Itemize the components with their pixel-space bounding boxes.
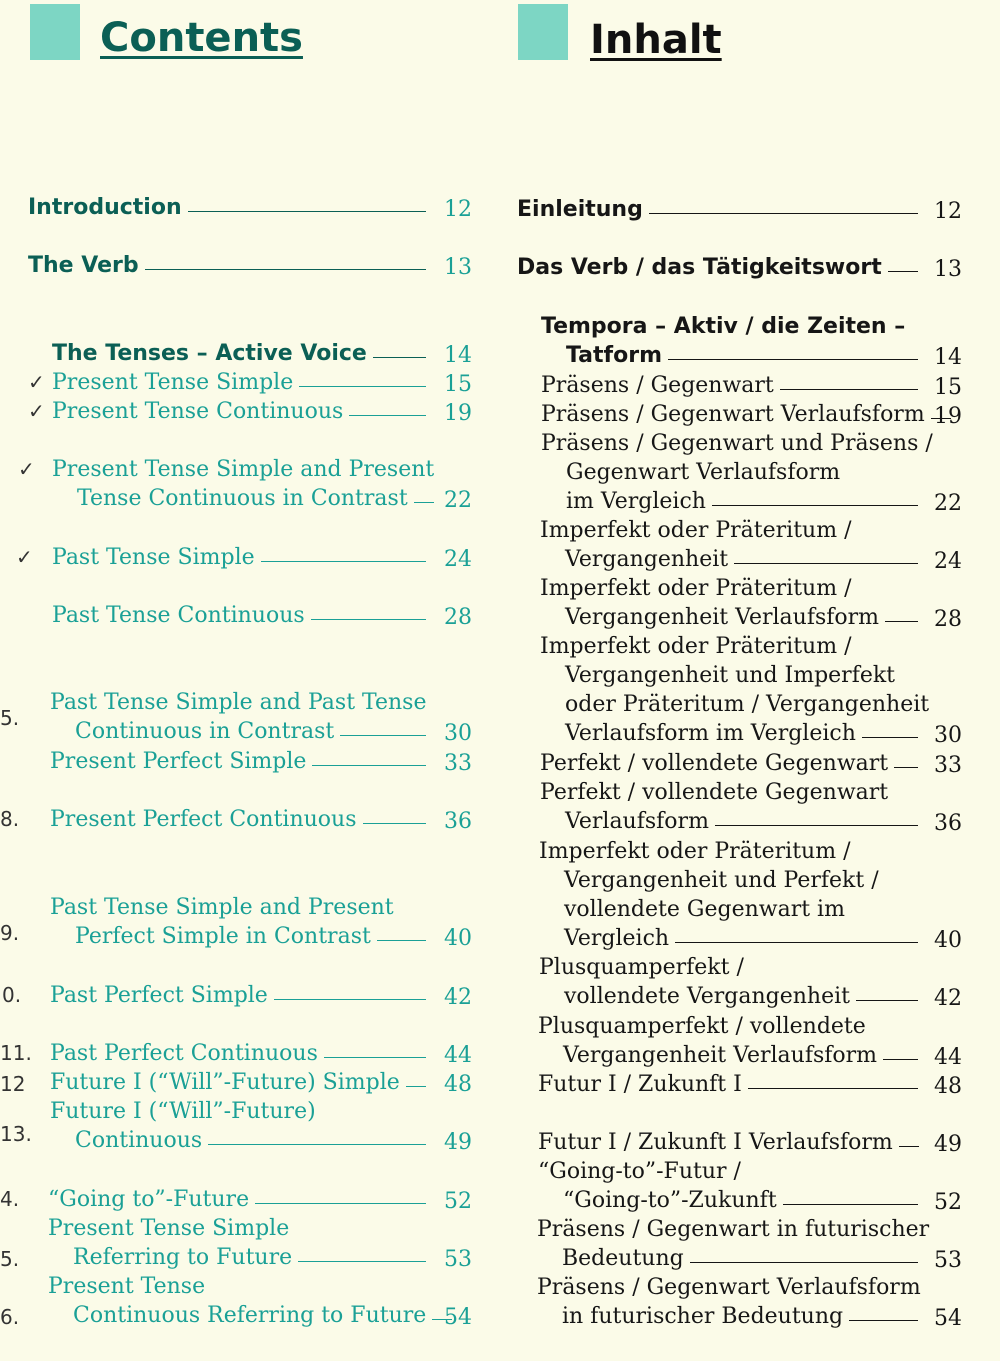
right-entry-title: oder Präteritum / Vergangenheit (565, 692, 930, 717)
margin-mark: ✓ (28, 399, 45, 423)
left-entry-line (48, 1243, 426, 1272)
right-page-number: 53 (934, 1248, 962, 1273)
right-leader-line (783, 1204, 918, 1205)
left-page-number: 13 (444, 255, 472, 280)
left-entry-title: Perfect Simple in Contrast (75, 924, 371, 949)
left-leader-line (145, 269, 426, 270)
right-page-number: 48 (934, 1074, 962, 1099)
left-toc-entry[interactable] (48, 1214, 426, 1272)
right-page-number: 36 (934, 811, 962, 836)
left-heading-square (30, 4, 80, 60)
right-page-number: 22 (934, 491, 962, 516)
right-leader-line (883, 1059, 918, 1060)
left-entry-line (50, 1126, 426, 1155)
left-page-number: 54 (444, 1305, 472, 1330)
left-toc-entry[interactable] (50, 1039, 426, 1068)
right-page-number: 40 (934, 928, 962, 953)
left-entry-title: Tense Continuous in Contrast (77, 486, 408, 511)
left-entry-title: Introduction (28, 195, 182, 220)
left-leader-line (312, 765, 426, 766)
right-entry-line (541, 371, 918, 400)
left-page-number: 28 (444, 605, 472, 630)
right-entry-line (539, 982, 918, 1011)
right-entry-line (538, 1041, 918, 1070)
right-entry-line (538, 1186, 918, 1215)
margin-mark: 12 (0, 1072, 26, 1096)
right-page-number: 24 (934, 549, 962, 574)
left-entry-title: Present Perfect Simple (50, 749, 307, 774)
right-toc-entry[interactable] (538, 1157, 918, 1215)
right-toc-entry[interactable] (540, 632, 930, 748)
left-entry-line (28, 251, 426, 280)
left-entry-title: Past Perfect Simple (50, 983, 268, 1008)
left-leader-line (363, 823, 427, 824)
left-entry-line (48, 1272, 426, 1301)
right-leader-line (715, 825, 918, 826)
right-entry-line (537, 1215, 930, 1244)
right-toc-entry[interactable] (541, 400, 925, 429)
left-leader-line (377, 940, 426, 941)
left-leader-line (340, 735, 426, 736)
left-page-number: 49 (444, 1130, 472, 1155)
left-entry-title: Continuous in Contrast (75, 719, 335, 744)
left-entry-title: Present Tense Simple (48, 1216, 290, 1241)
left-entry-title: Referring to Future (73, 1245, 293, 1270)
right-entry-title: Vergleich (564, 926, 670, 951)
margin-mark: 13. (0, 1122, 32, 1146)
left-entry-title: Continuous (75, 1128, 203, 1153)
right-entry-title: Gegenwart Verlaufsform (566, 460, 841, 485)
right-leader-line (690, 1262, 918, 1263)
left-entry-line (48, 1185, 426, 1214)
left-leader-line (274, 999, 426, 1000)
left-leader-line (311, 619, 426, 620)
right-entry-title: Plusquamperfekt / (539, 955, 744, 980)
left-page-number: 53 (444, 1247, 472, 1272)
left-entry-title: Past Perfect Continuous (50, 1041, 318, 1066)
right-entry-line (539, 866, 918, 895)
right-entry-title: Verlaufsform (565, 809, 709, 834)
left-entry-line (50, 981, 426, 1010)
left-toc-entry[interactable] (52, 368, 426, 397)
right-leader-line (748, 1088, 918, 1089)
right-entry-title: Vergangenheit und Imperfekt (565, 663, 896, 688)
right-entry-line (541, 341, 918, 370)
left-toc-entry[interactable] (52, 543, 426, 572)
right-toc-entry[interactable] (541, 429, 933, 516)
right-page-number: 33 (934, 753, 962, 778)
right-entry-title: Präsens / Gegenwart in futurischer (537, 1217, 930, 1242)
right-toc-entry[interactable] (517, 253, 918, 282)
left-entry-line (52, 455, 435, 484)
right-page-number: 14 (934, 345, 962, 370)
left-page-number: 14 (444, 343, 472, 368)
right-entry-line (541, 400, 925, 429)
left-entry-line (48, 1214, 426, 1243)
right-leader-line (668, 359, 918, 360)
right-entry-line (541, 487, 918, 516)
left-entry-title: Past Tense Simple and Present (50, 895, 394, 920)
right-toc-entry[interactable] (540, 778, 918, 836)
margin-mark: 5. (0, 1247, 20, 1271)
right-heading-square (518, 4, 568, 60)
left-entry-line (52, 484, 426, 513)
margin-mark: 11. (0, 1041, 32, 1065)
right-toc-entry[interactable] (541, 371, 918, 400)
right-leader-line (780, 389, 918, 390)
right-page-number: 49 (934, 1132, 962, 1157)
right-page-number: 44 (934, 1045, 962, 1070)
right-entry-title: im Vergleich (566, 489, 706, 514)
left-entry-line (50, 805, 426, 834)
left-entry-title: Past Tense Simple (52, 545, 255, 570)
left-leader-line (414, 502, 434, 503)
left-toc-entry[interactable] (52, 601, 426, 630)
right-entry-title: Imperfekt oder Präteritum / (540, 576, 852, 601)
margin-mark: 8. (0, 807, 20, 831)
left-toc-entry[interactable] (50, 981, 426, 1010)
left-page-number: 40 (444, 926, 472, 951)
right-entry-title: Vergangenheit Verlaufsform (563, 1043, 878, 1068)
right-entry-line (537, 1273, 921, 1302)
left-page-number: 24 (444, 547, 472, 572)
left-entry-title: Present Perfect Continuous (50, 807, 357, 832)
left-leader-line (208, 1144, 426, 1145)
left-entry-line (50, 1068, 426, 1097)
right-entry-title: Präsens / Gegenwart und Präsens / (541, 431, 933, 456)
right-entry-title: Tempora – Aktiv / die Zeiten – (541, 314, 906, 339)
right-entry-title: Einleitung (517, 197, 643, 222)
right-entry-title: Verlaufsform im Vergleich (565, 721, 856, 746)
left-entry-line (50, 1097, 426, 1126)
right-page-number: 28 (934, 607, 962, 632)
right-entry-line (540, 749, 918, 778)
right-entry-line (539, 924, 918, 953)
right-leader-line (675, 942, 918, 943)
left-leader-line (298, 1261, 426, 1262)
right-toc-entry[interactable] (538, 1012, 918, 1070)
right-entry-title: “Going-to”-Futur / (538, 1159, 741, 1184)
right-toc-entry[interactable] (537, 1273, 921, 1331)
right-toc-entry[interactable] (538, 1128, 918, 1157)
right-entry-title: Vergangenheit (565, 547, 729, 572)
right-entry-title: Futur I / Zukunft I Verlaufsform (538, 1130, 893, 1155)
left-page-title: Contents (100, 15, 303, 61)
right-entry-line (541, 312, 918, 341)
right-toc-entry[interactable] (540, 574, 918, 632)
left-page-number: 22 (444, 488, 472, 513)
right-entry-line (538, 1070, 918, 1099)
left-leader-line (349, 415, 426, 416)
right-toc-entry[interactable] (541, 312, 918, 370)
right-entry-line (540, 690, 930, 719)
right-page-number: 52 (934, 1190, 962, 1215)
left-toc-entry[interactable] (52, 397, 426, 426)
right-entry-title: Präsens / Gegenwart Verlaufsform (541, 402, 925, 427)
right-entry-title: Futur I / Zukunft I (538, 1072, 742, 1097)
margin-mark: 4. (0, 1187, 20, 1211)
right-entry-line (538, 1157, 918, 1186)
right-entry-line (540, 807, 918, 836)
left-entry-title: Present Tense Continuous (52, 399, 344, 424)
right-page-number: 30 (934, 723, 962, 748)
left-toc-entry[interactable] (52, 339, 426, 368)
margin-mark: 9. (0, 921, 20, 945)
right-leader-line (856, 1000, 918, 1001)
left-entry-title: Future I (“Will”-Future) Simple (50, 1070, 400, 1095)
right-entry-line (540, 661, 918, 690)
left-page-number: 42 (444, 985, 472, 1010)
left-toc-entry[interactable] (50, 1097, 426, 1155)
right-entry-title: Perfekt / vollendete Gegenwart (540, 780, 889, 805)
left-toc-entry[interactable] (50, 688, 426, 746)
right-page-number: 54 (934, 1306, 962, 1331)
left-entry-line (50, 717, 426, 746)
right-leader-line (734, 563, 918, 564)
left-toc-entry[interactable] (28, 193, 426, 222)
left-page-number: 44 (444, 1043, 472, 1068)
right-toc-entry[interactable] (539, 837, 918, 953)
left-entry-title: Past Tense Simple and Past Tense (50, 690, 427, 715)
margin-mark: 0. (2, 983, 22, 1007)
right-entry-title: Vergangenheit und Perfekt / (564, 868, 879, 893)
right-entry-title: Imperfekt oder Präteritum / (540, 634, 852, 659)
left-toc-entry[interactable] (50, 1068, 426, 1097)
right-entry-line (540, 603, 918, 632)
left-entry-line (48, 1301, 426, 1330)
margin-mark: 6. (0, 1305, 20, 1329)
left-page-number: 48 (444, 1072, 472, 1097)
right-entry-line (539, 837, 918, 866)
right-entry-line (541, 458, 918, 487)
right-entry-title: Imperfekt oder Präteritum / (539, 839, 851, 864)
left-leader-line (188, 211, 426, 212)
right-leader-line (649, 213, 918, 214)
right-entry-line (537, 1244, 918, 1273)
right-page-number: 13 (934, 257, 962, 282)
left-page-number: 33 (444, 751, 472, 776)
right-entry-title: vollendete Gegenwart im (564, 897, 845, 922)
right-page-number: 15 (934, 375, 962, 400)
right-entry-title: “Going-to”-Zukunft (563, 1188, 777, 1213)
right-entry-title: Das Verb / das Tätigkeitswort (517, 255, 882, 280)
right-entry-line (539, 953, 918, 982)
right-leader-line (888, 271, 918, 272)
right-entry-title: Vergangenheit Verlaufsform (565, 605, 880, 630)
left-leader-line (406, 1086, 426, 1087)
right-entry-title: Imperfekt oder Präteritum / (540, 518, 852, 543)
right-entry-line (538, 1128, 918, 1157)
left-entry-title: Present Tense (48, 1274, 206, 1299)
left-page-number: 36 (444, 809, 472, 834)
left-toc-entry[interactable] (50, 747, 426, 776)
left-entry-title: Future I (“Will”-Future) (50, 1099, 316, 1124)
right-entry-line (538, 1012, 918, 1041)
right-toc-entry[interactable] (540, 516, 918, 574)
left-toc-entry[interactable] (50, 805, 426, 834)
left-entry-title: Past Tense Continuous (52, 603, 305, 628)
right-entry-title: Präsens / Gegenwart (541, 373, 774, 398)
left-entry-line (52, 339, 426, 368)
left-entry-line (52, 397, 426, 426)
right-entry-line (540, 574, 918, 603)
left-toc-entry[interactable] (50, 893, 426, 951)
left-entry-line (52, 601, 426, 630)
right-toc-entry[interactable] (517, 195, 918, 224)
right-entry-title: Bedeutung (562, 1246, 684, 1271)
right-page-number: 12 (934, 199, 962, 224)
left-entry-title: Present Tense Simple and Present (52, 457, 435, 482)
left-page-number: 15 (444, 372, 472, 397)
left-page-number: 12 (444, 197, 472, 222)
left-leader-line (373, 357, 426, 358)
left-entry-line (52, 543, 426, 572)
right-leader-line (894, 767, 918, 768)
right-page-number: 19 (934, 404, 962, 429)
right-page-number: 42 (934, 986, 962, 1011)
margin-mark: ✓ (18, 457, 35, 481)
right-toc-entry[interactable] (540, 749, 918, 778)
left-entry-line (50, 747, 426, 776)
right-toc-entry[interactable] (537, 1215, 930, 1273)
right-leader-line (862, 737, 918, 738)
right-entry-line (540, 632, 918, 661)
left-leader-line (255, 1203, 426, 1204)
right-entry-line (540, 719, 918, 748)
right-entry-line (539, 895, 918, 924)
left-toc-entry[interactable] (48, 1185, 426, 1214)
left-entry-line (52, 368, 426, 397)
right-leader-line (849, 1320, 918, 1321)
right-leader-line (899, 1146, 919, 1147)
right-entry-title: in futurischer Bedeutung (562, 1304, 844, 1329)
left-entry-line (50, 688, 426, 717)
margin-mark: 5. (0, 706, 20, 730)
left-page-number: 19 (444, 401, 472, 426)
right-entry-line (517, 253, 918, 282)
right-toc-entry[interactable] (538, 1070, 918, 1099)
left-entry-title: The Verb (28, 253, 139, 278)
left-toc-entry[interactable] (48, 1272, 426, 1330)
right-entry-line (540, 778, 918, 807)
left-entry-line (28, 193, 426, 222)
right-leader-line (712, 505, 918, 506)
left-entry-title: Present Tense Simple (52, 370, 294, 395)
left-entry-title: The Tenses – Active Voice (52, 341, 367, 366)
margin-mark: ✓ (16, 545, 33, 569)
left-toc-entry[interactable] (52, 455, 435, 513)
left-leader-line (261, 561, 426, 562)
right-entry-title: Präsens / Gegenwart Verlaufsform (537, 1275, 921, 1300)
left-page-number: 30 (444, 721, 472, 746)
left-entry-line (50, 1039, 426, 1068)
right-entry-line (540, 545, 918, 574)
right-entry-title: Perfekt / vollendete Gegenwart (540, 751, 889, 776)
margin-mark: ✓ (28, 370, 45, 394)
right-entry-title: Tatform (566, 343, 662, 368)
right-leader-line (885, 621, 918, 622)
right-toc-entry[interactable] (539, 953, 918, 1011)
right-entry-line (541, 429, 933, 458)
left-entry-title: Continuous Referring to Future (73, 1303, 427, 1328)
right-entry-title: vollendete Vergangenheit (564, 984, 850, 1009)
left-entry-title: “Going to”-Future (48, 1187, 250, 1212)
right-page-title: Inhalt (590, 17, 722, 63)
left-entry-line (50, 922, 426, 951)
left-page-number: 52 (444, 1189, 472, 1214)
left-entry-line (50, 893, 426, 922)
left-toc-entry[interactable] (28, 251, 426, 280)
right-entry-line (537, 1302, 918, 1331)
left-leader-line (324, 1057, 426, 1058)
left-leader-line (299, 386, 426, 387)
right-entry-title: Plusquamperfekt / vollendete (538, 1014, 866, 1039)
right-entry-line (540, 516, 918, 545)
right-entry-line (517, 195, 918, 224)
